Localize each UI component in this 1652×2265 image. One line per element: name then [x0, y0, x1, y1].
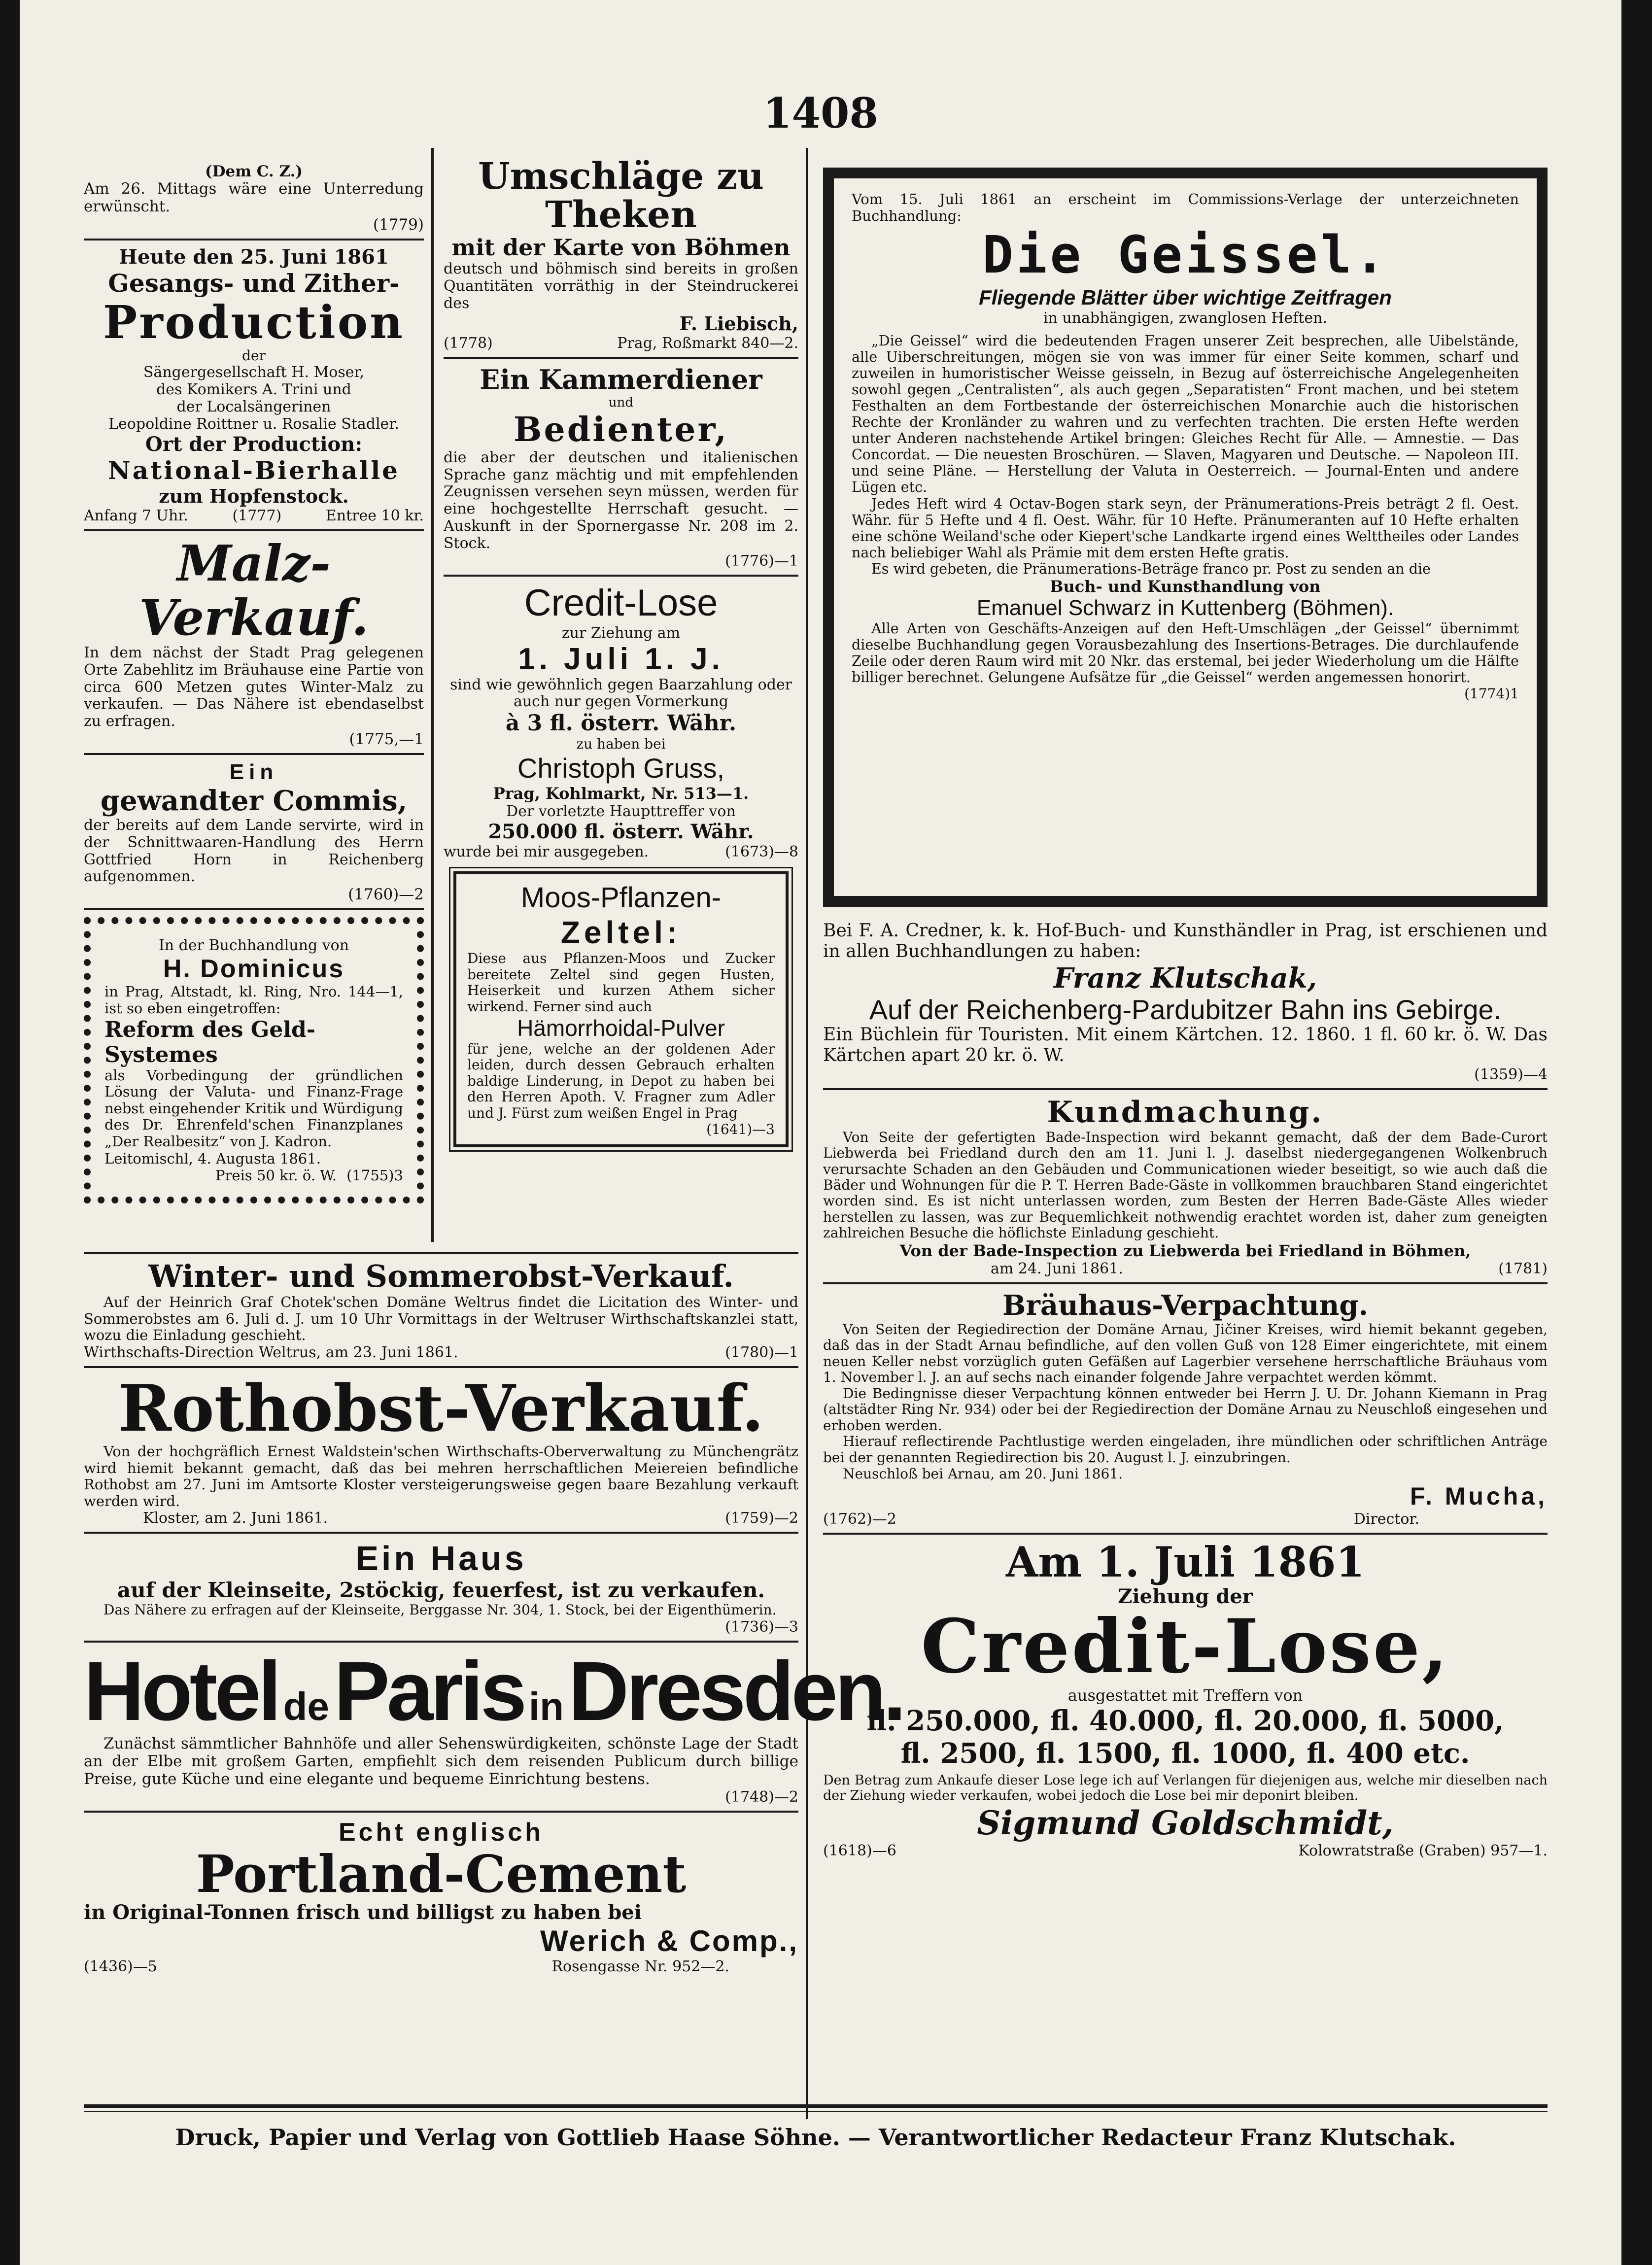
ad-code: (1359)—4: [1474, 1065, 1548, 1083]
ad-title: Moos-Pflanzen-: [520, 882, 722, 914]
divider: [84, 1641, 798, 1643]
ad-code: (1780)—1: [725, 1343, 798, 1361]
ad-code: (1762)—2: [823, 1510, 896, 1528]
ad-heading: Ort der Production:: [145, 433, 363, 456]
ad-sign: Wirthschafts-Direction Weltrus, am 23. Juni 1861.: [84, 1343, 458, 1361]
ad-subtitle: Ziehung der: [1118, 1585, 1253, 1609]
ad-date: am 24. Juni 1861.: [991, 1260, 1123, 1277]
ad-amount: 250.000 fl. österr. Währ.: [488, 820, 754, 844]
divider: [444, 357, 798, 359]
ad-umschlaege: [444, 155, 798, 352]
ad-address: Kolowratstraße (Graben) 957—1.: [1298, 1842, 1548, 1859]
ad-title: Ein Kammerdiener: [480, 363, 762, 395]
ad-text: als Vorbedingung der gründlichen Lösung der Valuta- und Finanz-Frage nebst eingehender Kritik und Würdigung des Dr. Ehrenfeld'schen Finanzplanes „Der Realbesitz“ von J. Kadron.: [104, 1066, 403, 1150]
ad-title: Die Geissel.: [982, 225, 1388, 285]
ad-subtitle-2: ausgestattet mit Treffern von: [1067, 1685, 1303, 1705]
ad-title-2: Zeltel:: [560, 915, 682, 951]
ad-sign: Kloster, am 2. Juni 1861.: [143, 1510, 328, 1527]
ad-code: (1673)—8: [725, 843, 798, 861]
divider: [84, 908, 424, 910]
ad-text: Es wird gebeten, die Pränumerations-Beträge franco pr. Post zu senden an die: [871, 560, 1431, 577]
ad-title-paris: Paris: [334, 1644, 524, 1738]
ad-text: Alle Arten von Geschäfts-Anzeigen auf den Heft-Umschlägen „der Geissel“ übernimmt dieselbe Buchhandlung gegen Vorausbezahlung des Insertions-Betrages. Die durchlaufende Zeile oder deren Raum wird mit 20 Nkr. das erstemal, bei jeder Wiederholung um die Hälfte billiger berechnet. Gelungene Aufsätze für „die Geissel“ werden angemessen honorirt.: [852, 620, 1519, 686]
footer-imprint: Druck, Papier und Verlag von Gottlieb Haase Söhne. — Verantwortlicher Redacteur Franz Klutschak.: [175, 2124, 1456, 2151]
ad-name: F. Liebisch,: [679, 312, 798, 335]
ad-entree: Entree 10 kr.: [325, 507, 424, 525]
ad-die-geissel: [823, 168, 1548, 907]
ad-venue: National-Bierhalle: [108, 456, 400, 485]
ad-text: Bei F. A. Credner, k. k. Hof-Buch- und Kunsthändler in Prag, ist erschienen und in allen Buchhandlungen zu haben:: [823, 921, 1548, 961]
divider: [84, 1366, 798, 1368]
ad-winterobst: [84, 1258, 798, 1361]
column-rule-mid: [806, 148, 808, 2119]
ad-name: Werich & Comp.,: [540, 1924, 798, 1958]
ad-text: Am 26. Mittags wäre eine Unterredung erwünscht.: [84, 180, 424, 215]
ad-title-dresden: Dresden.: [568, 1644, 903, 1738]
ad-code: (1775,—1: [349, 730, 424, 749]
ad-title: Umschläge zu Theken: [478, 155, 764, 236]
ad-title-2: Bedienter,: [513, 410, 729, 449]
ad-address: Rosengasse Nr. 952—2.: [551, 1958, 729, 1976]
ad-text: sind wie gewöhnlich gegen Baarzahlung oder auch nur gegen Vormerkung: [449, 676, 792, 711]
ad-text: zur Ziehung am: [561, 624, 681, 642]
ad-text: Jedes Heft wird 4 Octav-Bogen stark seyn, der Pränumerations-Preis beträgt 2 fl. Oest. Währ. für 5 Hefte und 4 fl. Oest. Währ. für 10 Hefte. Pränumeranten auf 10 Hefte erhalten eine schöne Weiland'sche oder Kiepert'sche Landkarte irgend eines Welttheiles oder Landes nach beliebiger Wahl als Prämie mit dem ersten Hefte gratis.: [852, 495, 1519, 561]
ad-text: für jene, welche an der goldenen Ader leiden, durch dessen Gebrauch erhalten baldige Linderung, in Depot zu haben bei den Herren Apoth. V. Fragner zum Adler und J. Fürst zum weißen Engel in Prag: [467, 1041, 775, 1121]
divider: [823, 1088, 1548, 1090]
ad-place: Prag, Roßmarkt 840—2.: [617, 334, 798, 352]
newspaper-page: [20, 0, 1621, 2265]
ad-code: (1748)—2: [725, 1788, 798, 1806]
ad-text: Das Nähere zu erfragen auf der Kleinseite, Berggasse Nr. 304, 1. Stock, bei der Eigenthümerin.: [103, 1602, 777, 1618]
divider: [84, 753, 424, 755]
ad-title: Ein Haus: [355, 1539, 527, 1578]
ad-title-hotel: Hotel: [84, 1644, 278, 1738]
ad-text: in Original-Tonnen frisch und billigst zu haben bei: [84, 1901, 642, 1924]
ad-text: der bereits auf dem Lande servirte, wird in der Schnittwaaren-Handlung des Herrn Gottfried Horn in Reichenberg aufgenommen.: [84, 817, 424, 886]
ad-code: (1759)—2: [725, 1510, 798, 1527]
ad-text: Den Betrag zum Ankaufe dieser Lose lege ich auf Verlangen für diejenigen aus, welche mir dieselben nach der Ziehung wieder verkaufen, wobei jedoch die Lose bei mir deponirt bleiben.: [823, 1772, 1548, 1804]
ad-kammerdiener: [444, 364, 798, 570]
ad-place: Leitomischl, 4. Augusta 1861.: [104, 1150, 321, 1167]
ad-text: Diese aus Pflanzen-Moos und Zucker bereitete Zeltel sind gegen Husten, Heiserkeit und kurzen Athem sicher wirkend. Ferner sind auch: [467, 950, 775, 1015]
ad-name: Sigmund Goldschmidt,: [977, 1803, 1394, 1842]
ad-credner: [823, 921, 1548, 1083]
ad-production: [84, 245, 424, 524]
ad-subtitle-2: in unabhängigen, zwanglosen Heften.: [1043, 309, 1328, 327]
ad-text: Auf der Heinrich Graf Chotek'schen Domäne Weltrus findet die Licitation des Winter- und Sommerobstes am 6. Juli d. J. um 10 Uhr Vormittags in der Weltruser Wirthschaftskanzlei statt, wozu die Einladung geschieht.: [84, 1294, 798, 1344]
ad-code: (1776)—1: [725, 552, 798, 570]
divider: [84, 1811, 798, 1813]
ad-name: F. Mucha,: [1410, 1482, 1548, 1510]
ad-code: (1781): [1498, 1260, 1548, 1277]
ad-role: Director.: [1353, 1510, 1419, 1528]
ad-start: Anfang 7 Uhr.: [84, 507, 188, 525]
ad-title: Rothobst-Verkauf.: [118, 1370, 764, 1446]
ad-code: (1755)3: [346, 1167, 403, 1184]
ad-place: Neuschloß bei Arnau, am 20. Juni 1861.: [843, 1466, 1123, 1482]
ad-moos-pflanzen: [453, 871, 789, 1147]
middle-column: [444, 155, 798, 1147]
ad-product: Hämorrhoidal-Pulver: [517, 1015, 725, 1041]
ad-dominicus: [84, 917, 424, 1203]
divider: [84, 239, 424, 240]
divider: [823, 1282, 1548, 1284]
ad-pre-title: Echt englisch: [338, 1818, 544, 1847]
left-column: [84, 163, 424, 1203]
ad-title: Credit-Lose,: [921, 1603, 1450, 1690]
ad-portland-cement: [84, 1818, 798, 1975]
ad-title-de: de: [283, 1684, 329, 1728]
ad-text: „Die Geissel“ wird die bedeutenden Fragen unserer Zeit besprechen, alle Uibelstände, alle Uiberschreitungen, mögen sie von was immer für einer Seite kommen, scharf und zuweilen in humoristischer Weisse geisseln, in Bezug auf österreichische Angelegenheiten sowohl gegen „Centralisten“, als auch gegen „Separatisten“ Front machen, und bei stetem Festhalten an dem Fortbestande der österreichischen Monarchie auch die historischen Rechte der Kronländer zu wahren und zu verfechten trachten. Die ersten Hefte werden unter Anderen nachstehende Artikel bringen: Gleiches Recht für Alle. — Amnestie. — Das Concordat. — Die neuesten Broschüren. — Slaven, Magyaren und Deutsche. — Napoleon III. und seine Pläne. — Herstellung der Valuta in Oesterreich. — Journal-Enten und andere Lügen etc.: [852, 333, 1519, 496]
ad-name: Christoph Gruss,: [517, 753, 725, 784]
ad-brauhaus: [823, 1289, 1548, 1528]
ad-czoznam: [84, 163, 424, 234]
ad-text: In der Buchhandlung von: [158, 937, 349, 955]
ad-title: Portland-Cement: [196, 1844, 687, 1905]
ad-text: Sängergesellschaft H. Moser,: [143, 364, 365, 381]
ad-text: die aber der deutschen und italienischen Sprache ganz mächtig und mit empfehlenden Zeugnissen versehen seyn müssen, werden für eine hochgestellte Herrschaft gesucht. — Auskunft in der Spornergasse Nr. 208 im 2. Stock.: [444, 448, 798, 552]
ad-text: des Komikers A. Trini und: [156, 381, 351, 399]
ad-code: (1641)—3: [706, 1121, 775, 1138]
ad-credit-lose-gruss: [444, 582, 798, 861]
ad-venue-2: zum Hopfenstock.: [159, 485, 349, 508]
divider: [84, 1532, 798, 1534]
ad-kundmachung: [823, 1095, 1548, 1277]
ad-subtitle: mit der Karte von Böhmen: [451, 234, 791, 261]
ad-text: Leopoldine Roittner u. Rosalie Stadler.: [108, 415, 399, 433]
ad-hotel-paris: [84, 1644, 903, 1806]
ad-text: Der vorletzte Haupttreffer von: [506, 803, 736, 821]
right-column: [823, 168, 1548, 1859]
ad-name: H. Dominicus: [163, 955, 345, 984]
ad-text: Von Seite der gefertigten Bade-Inspection wird bekannt gemacht, daß der dem Bade-Curort Liebwerda bei Friedland durch den am 11. Juni l. J. daselbst niedergegangenen Wolkenbruch verursachte Schaden an den Gebäuden und Communicationen wieder beseitigt, so wie auch daß die Bäder und Wohnungen für die P. T. Herren Bade-Gäste in vollkommen brauchbaren Stand eingerichtet worden sind. Es ist nicht unterlassen worden, zum Besten der Herren Bade-Gäste Alles wieder herstellen zu lassen, was zur Bequemlichkeit nothwendig erachtet worden ist, daher zum geneigten zahlreichen Besuche die höflichste Einladung geschieht.: [823, 1129, 1548, 1241]
ad-text: In dem nächst der Stadt Prag gelegenen Orte Zabehlitz im Bräuhause eine Partie von circa 600 Metzen gutes Winter-Malz zu verkaufen. — Das Nähere ist ebendaselbst zu erfragen.: [84, 644, 424, 730]
ad-amounts: fl. 250.000, fl. 40.000, fl. 20.000, fl. 5000,: [866, 1704, 1504, 1737]
ad-text: wurde bei mir ausgegeben.: [444, 843, 649, 861]
ad-text: und: [608, 395, 634, 410]
ad-subtitle: Fliegende Blätter über wichtige Zeitfragen: [979, 286, 1392, 309]
ad-text: Vom 15. Juli 1861 an erscheint im Commissions-Verlage der unterzeichneten Buchhandlung:: [852, 191, 1519, 224]
ad-rothobst: [84, 1370, 798, 1527]
ad-date: Heute den 25. Juni 1861: [119, 245, 389, 269]
ad-price: à 3 fl. österr. Währ.: [505, 711, 737, 736]
footer-rule: [84, 2104, 1548, 2108]
ad-title: Auf der Reichenberg-Pardubitzer Bahn ins Gebirge.: [869, 994, 1502, 1025]
ad-code: (1436)—5: [84, 1958, 157, 1976]
ad-title: Malz-Verkauf.: [139, 534, 369, 647]
ad-text: deutsch und böhmisch sind bereits in großen Quantitäten vorräthig in der Steindruckerei des: [444, 260, 798, 312]
ad-text: Ein Büchlein für Touristen. Mit einem Kärtchen. 12. 1860. 1 fl. 60 kr. ö. W. Das Kärtchen apart 20 kr. ö. W.: [823, 1025, 1548, 1065]
ad-text: der: [242, 347, 266, 364]
ad-title: gewandter Commis,: [100, 785, 408, 818]
ad-title-in: in: [528, 1684, 564, 1728]
ad-author: Franz Klutschak,: [1053, 961, 1317, 995]
ad-amounts-2: fl. 2500, fl. 1500, fl. 1000, fl. 400 etc.: [900, 1737, 1470, 1770]
ad-text: zu haben bei: [576, 736, 666, 753]
divider: [84, 529, 424, 531]
ad-name: Emanuel Schwarz in Kuttenberg (Böhmen).: [976, 595, 1394, 620]
ad-text: Buch- und Kunsthandlung von: [1050, 577, 1321, 596]
ad-heading: (Dem C. Z.): [205, 163, 303, 180]
page-number: 1408: [763, 89, 878, 137]
ad-heading: Am 1. Juli 1861: [1006, 1538, 1365, 1587]
ad-code: (1778): [444, 334, 493, 352]
ad-text: in Prag, Altstadt, kl. Ring, Nro. 144—1, ist so eben eingetroffen:: [104, 983, 403, 1017]
ad-text: Zunächst sämmtlicher Bahnhöfe und aller Sehenswürdigkeiten, schönste Lage der Stadt an der Elbe mit großem Garten, empfiehlt sich dem reisenden Publicum durch billige Preise, gute Küche und eine elegante und bequeme Einrichtung bestens.: [84, 1735, 798, 1788]
ad-code: (1779): [373, 215, 424, 234]
ad-title: Kundmachung.: [1047, 1095, 1324, 1130]
ad-price: Preis 50 kr. ö. W.: [215, 1167, 337, 1184]
ad-haus: [84, 1539, 798, 1635]
footer-rule-thin: [84, 2111, 1548, 2112]
ad-text: Hierauf reflectirende Pachtlustige werden eingeladen, ihre mündlichen oder schriftlichen Anträge bei der genannten Regiedirection bis 20. August l. J. einzubringen.: [823, 1433, 1548, 1466]
ad-pre-title: Ein: [229, 760, 278, 785]
divider: [84, 1252, 798, 1254]
ad-title: Production: [103, 295, 405, 349]
ad-title: Winter- und Sommerobst-Verkauf.: [148, 1258, 734, 1294]
column-rule-left: [431, 148, 434, 1242]
ad-code: (1618)—6: [823, 1842, 896, 1859]
ad-text: der Localsängerinen: [176, 398, 331, 416]
ad-sign: Von der Bade-Inspection zu Liebwerda bei Friedland in Böhmen,: [899, 1241, 1471, 1260]
ad-code: (1736)—3: [725, 1618, 798, 1636]
ad-title: Bräuhaus-Verpachtung.: [1002, 1289, 1368, 1322]
ad-code: (1777): [232, 507, 282, 525]
ad-credit-lose-goldschmidt: [823, 1540, 1548, 1859]
ad-code: (1774)1: [1464, 685, 1519, 702]
ad-date: 1. Juli 1. J.: [518, 642, 724, 676]
ad-subtitle: auf der Kleinseite, 2stöckig, feuerfest, ist zu verkaufen.: [117, 1578, 765, 1603]
divider: [444, 575, 798, 577]
ad-commis: [84, 760, 424, 903]
ad-address: Prag, Kohlmarkt, Nr. 513—1.: [493, 784, 749, 803]
ad-malz: [84, 536, 424, 748]
ad-title: Credit-Lose: [524, 582, 718, 624]
ad-text: Von Seiten der Regiedirection der Domäne Arnau, Jičiner Kreises, wird hiemit bekannt gegeben, daß das in der Stadt Arnau befindliche, auf den vollen Guß von 128 Eimer eingerichtete, mit einem neuen Keller nebst vorzüglich guten Gefäßen auf Lagerbier versehene herrschaftliche Bräuhaus vom 1. November l. J. an auf sechs nach einander folgende Jahre verpachtet werden kömmt.: [823, 1321, 1548, 1386]
ad-text: Die Bedingnisse dieser Verpachtung können entweder bei Herrn J. U. Dr. Johann Kiemann in Prag (altstädter Ring Nr. 934) oder bei der Regiedirection der Domäne Arnau zu Neuschloß eingesehen und erhoben werden.: [823, 1385, 1548, 1434]
divider: [823, 1533, 1548, 1535]
ad-title: Reform des Geld-Systemes: [104, 1017, 316, 1067]
ad-subtitle: Gesangs- und Zither-: [108, 268, 400, 298]
ad-text: Von der hochgräflich Ernest Waldstein'schen Wirthschafts-Oberverwaltung zu Münchengrätz wird hiemit bekannt gemacht, daß das bei mehren herrschaftlichen Meiereien befindliche Rothobst am 27. Juni im Amtsorte Kloster versteigerungsweise gegen baare Bezahlung verkauft werden wird.: [84, 1442, 798, 1510]
ad-code: (1760)—2: [348, 886, 424, 904]
